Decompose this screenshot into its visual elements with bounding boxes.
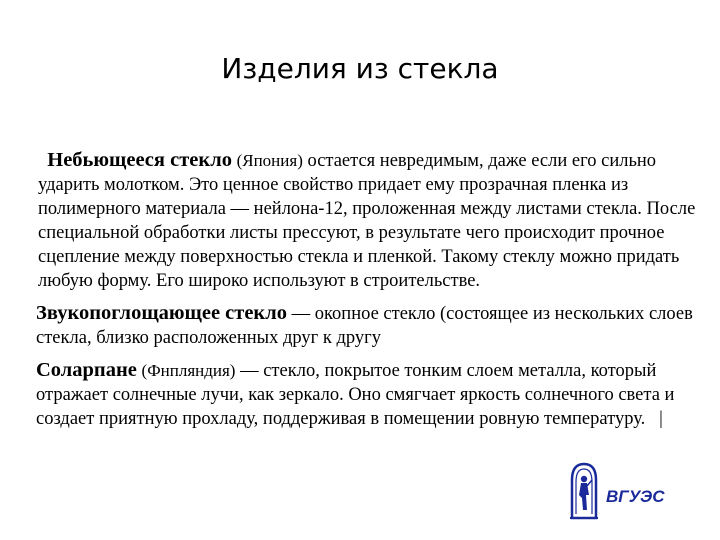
paragraph-solarpane: [36, 358, 696, 431]
term-soundproof-glass: Звукопоглощающее стекло: [36, 302, 287, 324]
vguies-logo: [566, 462, 686, 522]
term-unbreakable-glass: Небьющееся стекло: [47, 149, 232, 171]
text-soundproof-glass: — окопное стекло (состоящее из нескольких слоев стекла, близко расположенных друг к другу: [36, 304, 693, 348]
text-unbreakable-glass: остается невредимым, даже если его сильно ударить молотком. Это ценное свойство придает ему прозрачная пленка из полимерного материала — нейлона-12, проложенная между листами стекла. После специальной обработки листы прессуют, в результате чего происходит прочное сцепление между поверхностью стекла и пленкой. Такому стеклу можно придать любую форму. Его широко используют в строительстве.: [38, 151, 696, 291]
paragraph-unbreakable-glass: [36, 148, 696, 293]
text-cursor: |: [659, 409, 663, 429]
slide-content: [36, 148, 696, 431]
text-solarpane: — стекло, покрытое тонким слоем металла, который отражает солнечные лучи, как зеркало. Оно смягчает яркость солнечного света и создает приятную прохладу, поддерживая в помещении ровную температуру.: [36, 361, 675, 429]
logo-text: ВГУЭС: [606, 487, 665, 506]
note-finland: (Фнпляндия): [141, 361, 236, 380]
emblem-icon: [570, 464, 598, 518]
term-solarpane: Соларпане: [36, 359, 137, 381]
note-japan: (Япония): [236, 151, 303, 170]
slide-title: Изделия из стекла: [221, 52, 499, 85]
paragraph-soundproof-glass: [36, 301, 696, 350]
